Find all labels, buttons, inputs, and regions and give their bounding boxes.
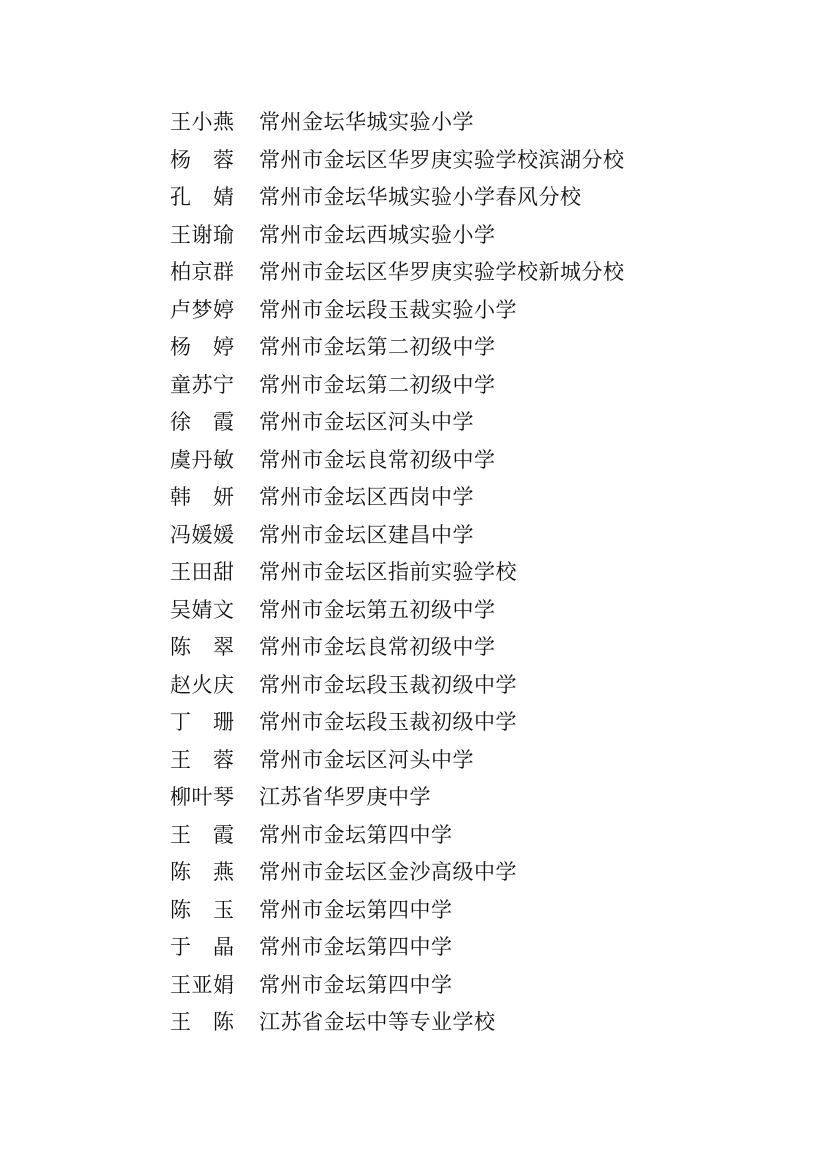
teacher-name: 杨 婷 [170, 335, 235, 359]
teacher-name: 韩 妍 [170, 485, 235, 509]
list-item [170, 217, 625, 255]
teacher-name: 孔 婧 [170, 185, 235, 209]
school-name: 江苏省金坛中等专业学校 [259, 1010, 496, 1034]
list-item [170, 779, 625, 817]
school-name: 常州市金坛第五初级中学 [259, 597, 496, 622]
list-item [170, 1004, 625, 1042]
teacher-name: 虞丹敏 [170, 447, 235, 472]
school-name: 常州市金坛第二初级中学 [259, 335, 496, 359]
teacher-name: 于 晶 [170, 935, 235, 959]
school-name: 常州市金坛区华罗庚实验学校新城分校 [259, 260, 625, 284]
teacher-name: 陈 玉 [170, 897, 235, 922]
list-item [170, 817, 625, 855]
teacher-name: 王小燕 [170, 110, 235, 134]
teacher-name: 冯媛媛 [170, 522, 235, 547]
school-name: 常州市金坛段玉裁实验小学 [259, 297, 517, 322]
school-name: 常州市金坛区河头中学 [259, 747, 474, 772]
list-item [170, 292, 625, 330]
teacher-name: 王 霞 [170, 822, 235, 847]
list-item [170, 442, 625, 480]
list-item [170, 629, 625, 667]
teacher-name: 徐 霞 [170, 410, 235, 434]
list-item [170, 967, 625, 1005]
school-name: 常州市金坛区河头中学 [259, 410, 474, 434]
school-name: 常州市金坛段玉裁初级中学 [259, 710, 517, 734]
teacher-name: 柏京群 [170, 260, 235, 284]
list-item [170, 404, 625, 442]
school-name: 常州市金坛区金沙高级中学 [259, 860, 517, 884]
teacher-name: 王田甜 [170, 560, 235, 584]
school-name: 常州市金坛第四中学 [259, 935, 453, 959]
list-item [170, 142, 625, 180]
teacher-name: 赵火庆 [170, 672, 235, 697]
list-item [170, 329, 625, 367]
list-item [170, 554, 625, 592]
school-name: 常州市金坛第四中学 [259, 822, 453, 847]
school-name: 常州市金坛第四中学 [259, 972, 453, 997]
teacher-name: 陈 翠 [170, 635, 235, 659]
teacher-name: 王谢瑜 [170, 222, 235, 247]
teacher-name: 王亚娟 [170, 972, 235, 997]
school-name: 江苏省华罗庚中学 [259, 785, 431, 809]
school-name: 常州市金坛良常初级中学 [259, 447, 496, 472]
school-name: 常州市金坛良常初级中学 [259, 635, 496, 659]
teacher-name: 吴婧文 [170, 597, 235, 622]
school-name: 常州市金坛第二初级中学 [259, 372, 496, 397]
list-item [170, 929, 625, 967]
list-item [170, 367, 625, 405]
teacher-name: 柳叶琴 [170, 785, 235, 809]
teacher-name: 卢梦婷 [170, 297, 235, 322]
teacher-name: 丁 珊 [170, 710, 235, 734]
list-item [170, 892, 625, 930]
list-item [170, 179, 625, 217]
list-item [170, 592, 625, 630]
list-item [170, 742, 625, 780]
list-item [170, 104, 625, 142]
teacher-name: 陈 燕 [170, 860, 235, 884]
list-item [170, 254, 625, 292]
school-name: 常州市金坛华城实验小学春风分校 [259, 185, 582, 209]
school-name: 常州市金坛段玉裁初级中学 [259, 672, 517, 697]
list-item [170, 667, 625, 705]
school-name: 常州市金坛西城实验小学 [259, 222, 496, 247]
school-name: 常州市金坛区西岗中学 [259, 485, 474, 509]
list-item [170, 704, 625, 742]
school-name: 常州市金坛区指前实验学校 [259, 560, 517, 584]
teacher-name: 杨 蓉 [170, 147, 235, 172]
teacher-name: 王 蓉 [170, 747, 235, 772]
school-name: 常州金坛华城实验小学 [259, 110, 474, 134]
list-item [170, 854, 625, 892]
teacher-name: 王 陈 [170, 1010, 235, 1034]
list-item [170, 517, 625, 555]
teacher-school-list [170, 104, 625, 1042]
school-name: 常州市金坛区华罗庚实验学校滨湖分校 [259, 147, 625, 172]
school-name: 常州市金坛区建昌中学 [259, 522, 474, 547]
list-item [170, 479, 625, 517]
teacher-name: 童苏宁 [170, 372, 235, 397]
school-name: 常州市金坛第四中学 [259, 897, 453, 922]
